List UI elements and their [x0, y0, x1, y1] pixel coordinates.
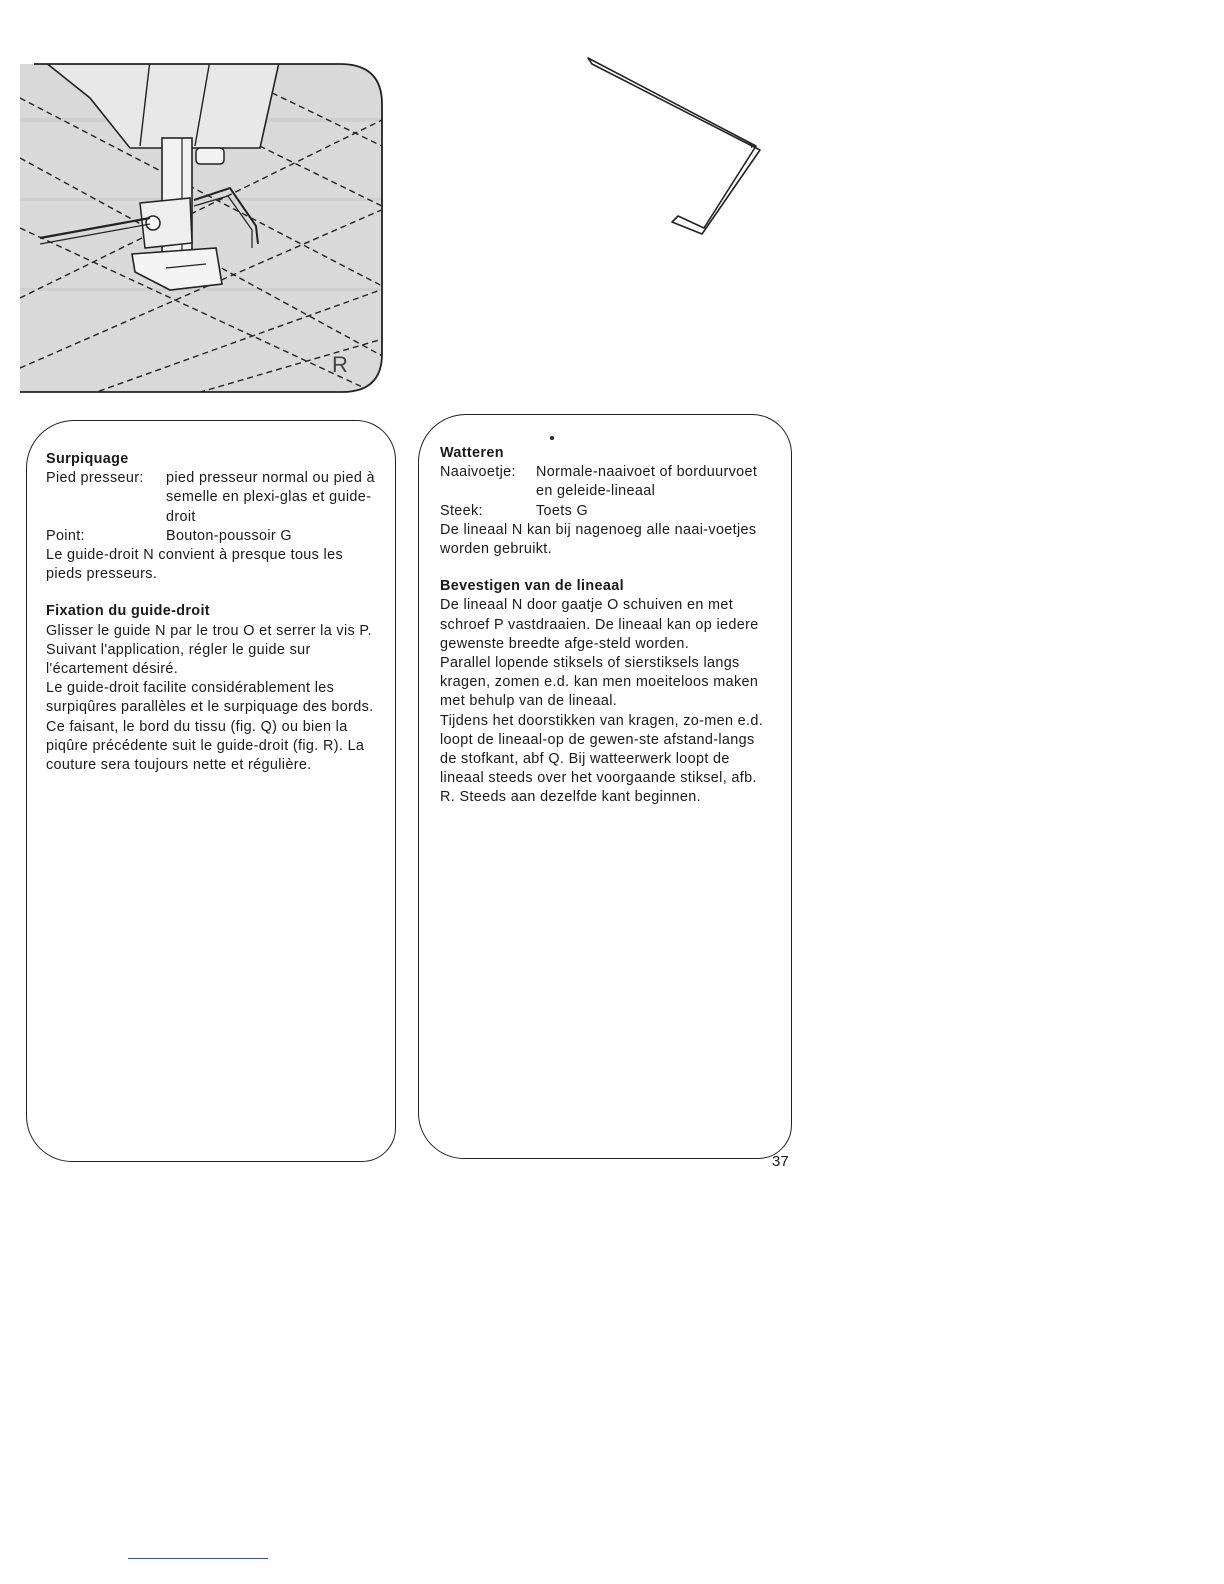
dutch-column [440, 444, 770, 808]
dutch-intro: De lineaal N kan bij nagenoeg alle naai-voetjes worden gebruikt. [440, 521, 757, 558]
figure-r-illustration [20, 58, 386, 398]
dutch-paragraph: Parallel lopende stiksels of sierstiksels langs kragen, zomen e.d. kan men moeiteloos maken met behulp van de lineaal. [440, 655, 759, 710]
spec-value: Bouton-poussoir G [166, 527, 292, 544]
spec-row [440, 502, 770, 521]
spec-value: Toets G [536, 502, 589, 519]
stray-dot [550, 436, 554, 440]
dutch-paragraph: Tijdens het doorstikken van kragen, zo-men e.d. loopt de lineaal-op de gewen-ste afstand-langs de stofkant, abf Q. Bij watteerwerk loopt de lineaal steeds over het voorgaande stiksel, afb. R. Steeds aan dezelfde kant beginnen. [440, 712, 764, 806]
french-subtitle: Fixation du guide-droit [46, 603, 210, 620]
bottom-rule [128, 1558, 268, 1559]
spec-row [440, 463, 770, 501]
french-title: Surpiquage [46, 451, 129, 467]
spec-label: Pied presseur: [46, 470, 144, 487]
spec-value: pied presseur normal ou pied à semelle en plexi-glas et guide-droit [166, 470, 375, 525]
dutch-subtitle: Bevestigen van de lineaal [440, 578, 624, 595]
french-paragraph: Le guide-droit facilite considérablement les surpiqûres parallèles et le surpiquage des bords. Ce faisant, le bord du tissu (fig. Q) ou bien la piqûre précédente suit le guide-droit (fig. R). La couture sera toujours nette et régulière. [46, 680, 374, 774]
french-intro: Le guide-droit N convient à presque tous les pieds presseurs. [46, 547, 343, 583]
page-number: 37 [772, 1153, 789, 1170]
spec-label: Steek: [440, 502, 483, 519]
spec-row [46, 469, 376, 527]
french-paragraph: Glisser le guide N par le trou O et serrer la vis P. Suivant l'application, régler le guide sur l'écartement désiré. [46, 622, 372, 678]
spec-row [46, 527, 376, 546]
french-column [46, 450, 376, 775]
spec-value: Normale-naaivoet of borduurvoet en geleide-lineaal [536, 464, 758, 500]
figure-label: R [332, 352, 348, 377]
dutch-title: Watteren [440, 445, 504, 461]
dutch-paragraph: De lineaal N door gaatje O schuiven en met schroef P vastdraaien. De lineaal kan op iedere gewenste breedte afge-steld worden. [440, 597, 759, 652]
spec-label: Point: [46, 527, 85, 544]
edge-guide-illustration [580, 50, 770, 250]
spec-label: Naaivoetje: [440, 464, 516, 481]
